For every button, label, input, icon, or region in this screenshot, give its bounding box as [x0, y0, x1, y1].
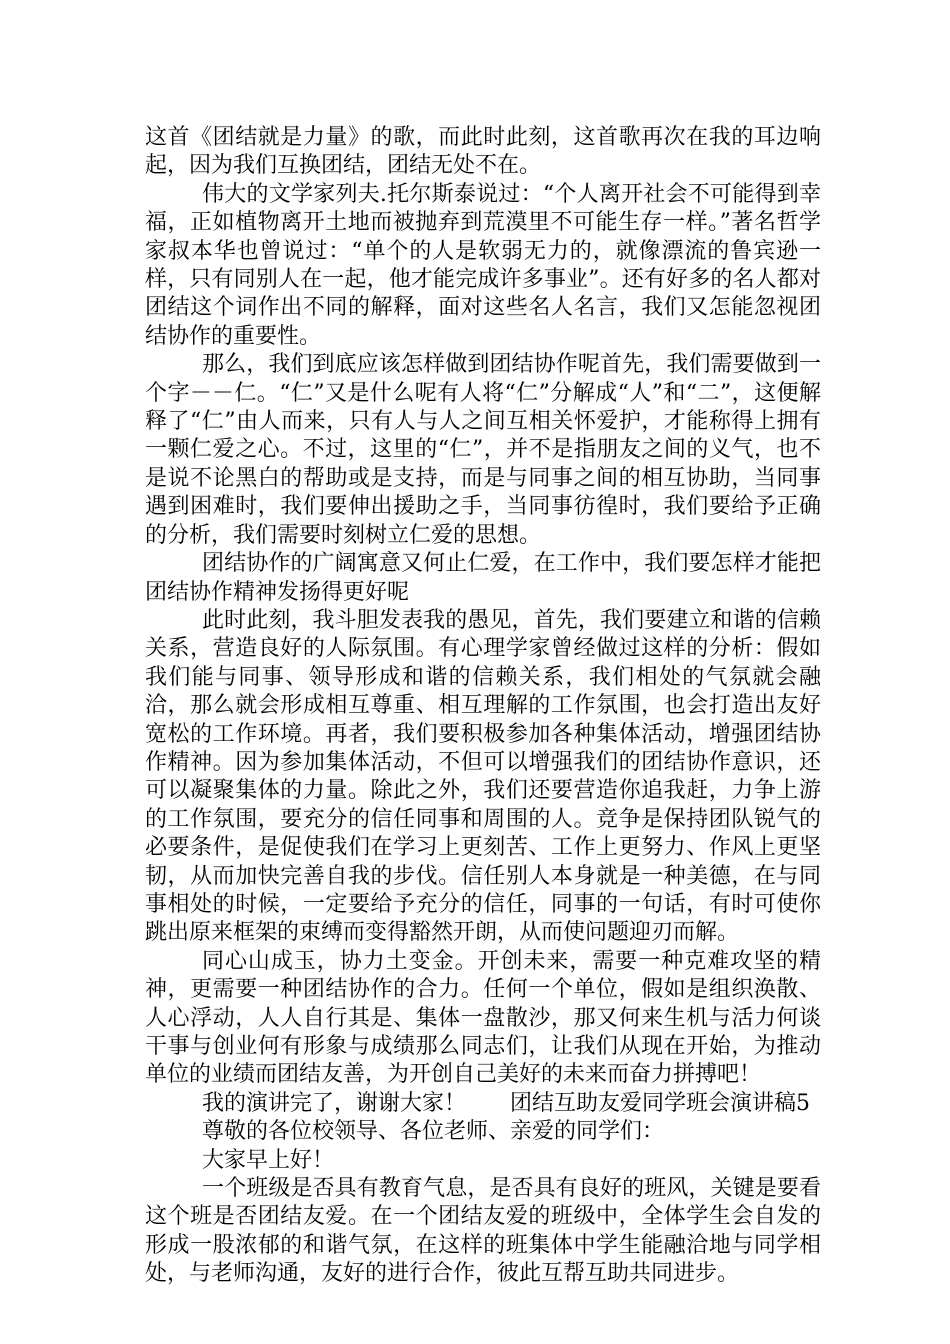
- paragraph: 大家早上好！: [202, 1147, 335, 1173]
- paragraph: 伟大的文学家列夫.托尔斯泰说过：“个人离开社会不可能得到幸福，正如植物离开土地而被抛弃到荒漠里不可能生存一样。”著名哲学家叔本华也曾说过：“单个的人是软弱无力的，就像漂流的鲁宾逊一样，只有同别人在一起，他才能完成许多事业”。还有好多的名人都对团结这个词作出不同的解释，面对这些名人名言，我们又怎能忽视团结协作的重要性。: [145, 181, 821, 349]
- paragraph: 团结协作的广阔寓意又何止仁爱，在工作中，我们要怎样才能把团结协作精神发扬得更好呢: [145, 551, 821, 605]
- paragraph: 同心山成玉，协力土变金。开创未来，需要一种克难攻坚的精神，更需要一种团结协作的合力。任何一个单位，假如是组织涣散、人心浮动，人人自行其是、集体一盘散沙，那又何来生机与活力何谈干事与创业何有形象与成绩那么同志们，让我们从现在开始，为推动单位的业绩而团结友善，为开创自己美好的未来而奋力拼搏吧！: [145, 948, 821, 1088]
- paragraph: 那么，我们到底应该怎样做到团结协作呢首先，我们需要做到一个字－－仁。“仁”又是什么呢有人将“仁”分解成“人”和“二”，这便解释了“仁”由人而来，只有人与人之间互相关怀爱护，才能称得上拥有一颗仁爱之心。不过，这里的“仁”，并不是指朋友之间的义气，也不是说不论黑白的帮助或是支持，而是与同事之间的相互协助，当同事遇到困难时，我们要伸出援助之手，当同事彷徨时，我们要给予正确的分析，我们需要时刻树立仁爱的思想。: [145, 352, 821, 548]
- document-body: [145, 124, 821, 1289]
- paragraph: 我的演讲完了，谢谢大家！ 团结互助友爱同学班会演讲稿5: [202, 1090, 810, 1116]
- paragraph: 此时此刻，我斗胆发表我的愚见，首先，我们要建立和谐的信赖关系，营造良好的人际氛围。有心理学家曾经做过这样的分析：假如我们能与同事、领导形成和谐的信赖关系，我们相处的气氛就会融洽，那么就会形成相互尊重、相互理解的工作氛围，也会打造出友好宽松的工作环境。再者，我们要积极参加各种集体活动，增强团结协作精神。因为参加集体活动，不但可以增强我们的团结协作意识，还可以凝聚集体的力量。除此之外，我们还要营造你追我赶，力争上游的工作氛围，要充分的信任同事和周围的人。竞争是保持团队锐气的必要条件，是促使我们在学习上更刻苦、工作上更努力、作风上更坚韧，从而加快完善自我的步伐。信任别人本身就是一种美德，在与同事相处的时候，一定要给予充分的信任，同事的一句话，有时可使你跳出原来框架的束缚而变得豁然开朗，从而使问题迎刃而解。: [145, 607, 821, 946]
- paragraph: 尊敬的各位校领导、各位老师、亲爱的同学们：: [202, 1119, 665, 1145]
- paragraph: 一个班级是否具有教育气息，是否具有良好的班风，关键是要看这个班是否团结友爱。在一个团结友爱的班级中，全体学生会自发的形成一股浓郁的和谐气氛，在这样的班集体中学生能融洽地与同学相处，与老师沟通，友好的进行合作，彼此互帮互助共同进步。: [145, 1176, 821, 1287]
- paragraph: 这首《团结就是力量》的歌，而此时此刻，这首歌再次在我的耳边响起，因为我们互换团结，团结无处不在。: [145, 125, 821, 179]
